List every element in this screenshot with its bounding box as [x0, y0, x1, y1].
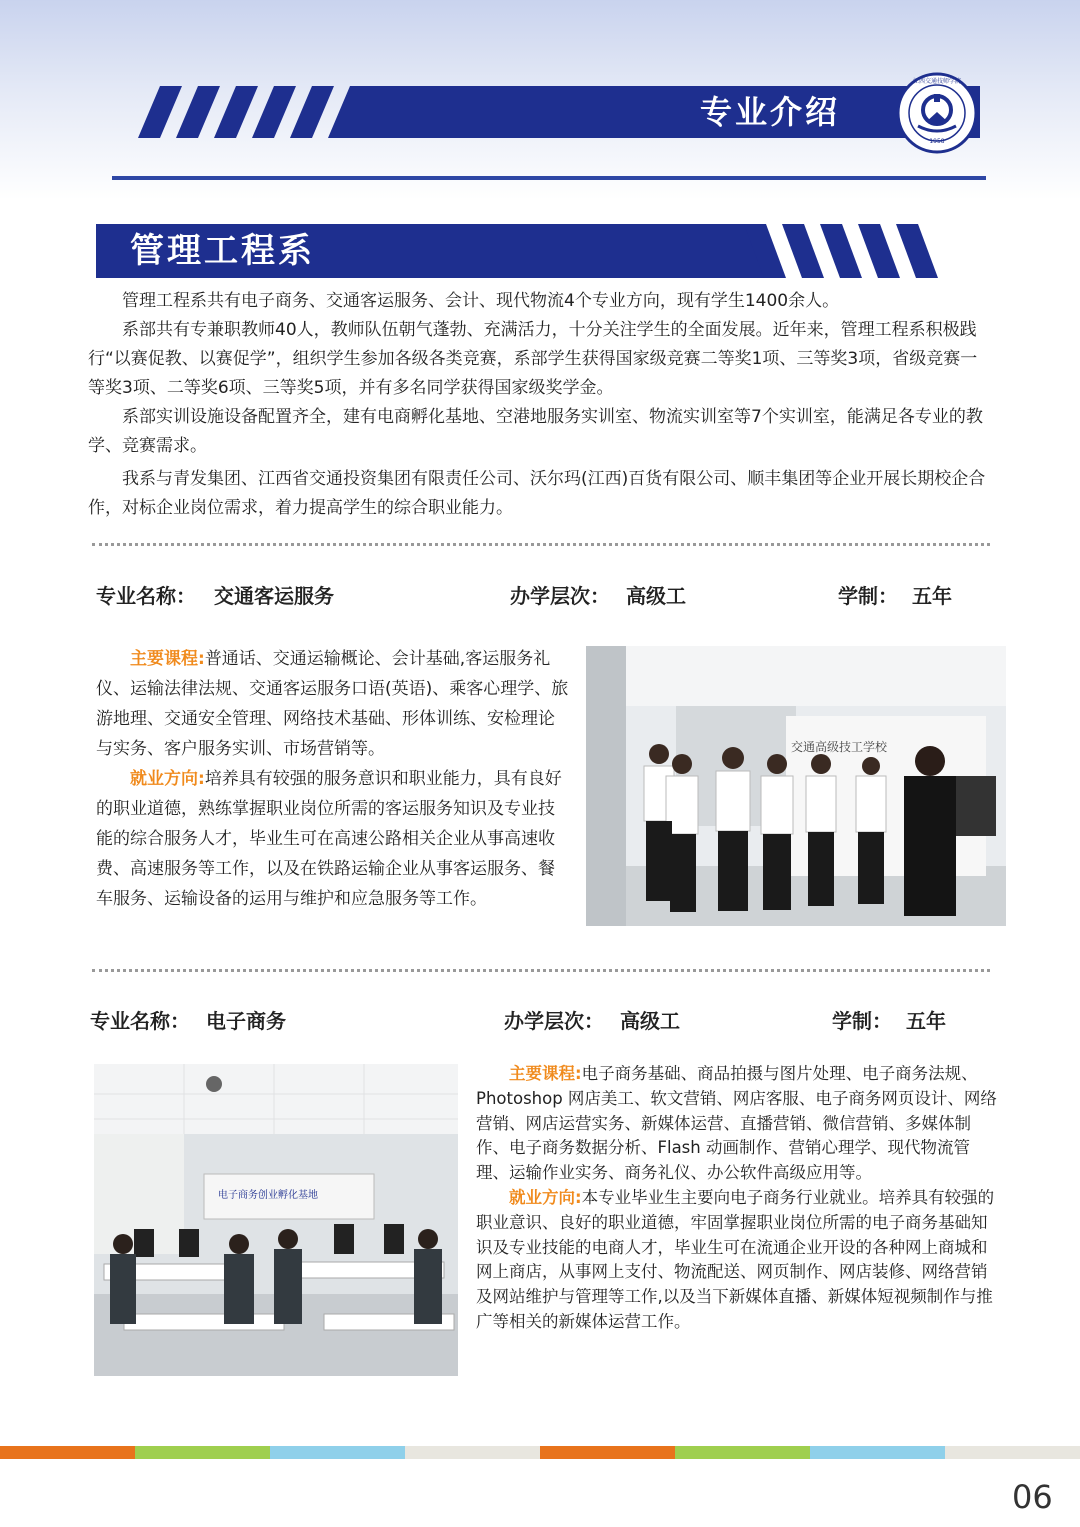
department-intro [88, 287, 990, 523]
career-text: 培养具有较强的服务意识和职业能力，具有良好的职业道德，熟练掌握职业岗位所需的客运服务知识及专业技能的综合服务人才，毕业生可在高速公路相关企业从事高速收费、高速服务等工作，以及在铁路运输企业从事客运服务、餐车服务、运输设备的运用与维护和应急服务等工作。 [96, 769, 562, 909]
header-divider [112, 176, 986, 180]
intro-paragraph: 系部共有专兼职教师40人，教师队伍朝气蓬勃、充满活力，十分关注学生的全面发展。近年来，管理工程系积极践行“以赛促教、以赛促学”，组织学生参加各级各类竞赛，系部学生获得国家级竞赛二等奖1项、三等奖3项，省级竞赛一等奖3项、二等奖6项、三等奖5项，并有多名同学获得国家级奖学金。 [88, 320, 978, 398]
intro-paragraph: 系部实训设施设备配置齐全，建有电商孵化基地、空港地服务实训室、物流实训室等7个实训室，能满足各专业的教学、竞赛需求。 [88, 407, 983, 456]
duration-value: 五年 [912, 584, 952, 608]
career-text: 本专业毕业生主要向电子商务行业就业。培养具有较强的职业意识、良好的职业道德，牢固掌握职业岗位所需的电子商务基础知识及专业技能的电商人才，毕业生可在流通企业开设的各种网上商城和网上商店，从事网上支付、物流配送、网页制作、网店装修、网络营销及网站维护与管理等工作,以及当下新媒体直播、新媒体短视频制作与推广等相关的新媒体运营工作。 [476, 1187, 995, 1331]
courses-paragraph [96, 644, 570, 764]
courses-paragraph [476, 1062, 1000, 1186]
major-description [476, 1062, 1000, 1335]
courses-text: 普通话、交通运输概论、会计基础,客运服务礼仪、运输法律法规、交通客运服务口语(英语)、乘客心理学、旅游地理、交通安全管理、网络技术基础、形体训练、安检理论与实务、客户服务实训、市场营销等。 [96, 649, 569, 759]
page-title: 专业介绍 [700, 93, 841, 131]
duration-label: 学制： [832, 1009, 892, 1033]
major-info-row [96, 580, 976, 612]
footer-segment [810, 1446, 945, 1459]
major-name-label: 专业名称： [90, 1009, 190, 1033]
level-value: 高级工 [620, 1009, 680, 1033]
duration-label: 学制： [838, 584, 898, 608]
courses-label: 主要课程: [509, 1064, 582, 1083]
page-number: 06 [1012, 1478, 1053, 1516]
footer-segment [945, 1446, 1080, 1459]
school-logo-icon [896, 72, 978, 154]
major-name: 交通客运服务 [214, 584, 334, 608]
courses-label: 主要课程: [130, 649, 205, 669]
major-name-label: 专业名称： [96, 584, 196, 608]
footer-segment [405, 1446, 540, 1459]
major-description [96, 644, 570, 914]
courses-text: 电子商务基础、商品拍摄与图片处理、电子商务法规、Photoshop 网店美工、软文营销、网店客服、电子商务网页设计、网络营销、网店运营实务、新媒体运营、直播营销、微信营销、多媒体制作、电子商务数据分析、Flash 动画制作、营销心理学、现代物流管理、运输作业实务、商务礼仪、办公软件高级应用等。 [476, 1064, 997, 1183]
section-title: 管理工程系 [130, 231, 315, 271]
photo-sign-text: 电子商务创业孵化基地 [218, 1190, 318, 1201]
career-label: 就业方向: [509, 1187, 582, 1207]
footer-segment [675, 1446, 810, 1459]
level-label: 办学层次： [510, 584, 610, 608]
logo-text: 江西交通技师学院 [912, 78, 962, 85]
footer-segment [0, 1446, 135, 1459]
career-paragraph [96, 764, 570, 914]
footer-segment [540, 1446, 675, 1459]
footer-segment [135, 1446, 270, 1459]
photo-sign-text: 交通高级技工学校 [791, 740, 888, 754]
ecommerce-incubator-photo [94, 1064, 458, 1376]
career-label: 就业方向: [130, 769, 205, 789]
duration-value: 五年 [906, 1009, 946, 1033]
level-label: 办学层次： [504, 1009, 604, 1033]
level-value: 高级工 [626, 584, 686, 608]
major-name: 电子商务 [206, 1009, 286, 1033]
intro-paragraph: 我系与青发集团、江西省交通投资集团有限责任公司、沃尔玛(江西)百货有限公司、顺丰集团等企业开展长期校企合作，对标企业岗位需求，着力提高学生的综合职业能力。 [88, 469, 986, 518]
career-paragraph [476, 1186, 1000, 1335]
dotted-divider [92, 543, 990, 546]
logo-year: 1958 [929, 138, 945, 145]
intro-paragraph: 管理工程系共有电子商务、交通客运服务、会计、现代物流4个专业方向，现有学生1400余人。 [122, 291, 840, 311]
passenger-service-training-photo [586, 646, 1006, 926]
dotted-divider [92, 969, 990, 972]
footer-color-bar [0, 1446, 1080, 1459]
footer-segment [270, 1446, 405, 1459]
major-info-row [90, 1005, 970, 1037]
